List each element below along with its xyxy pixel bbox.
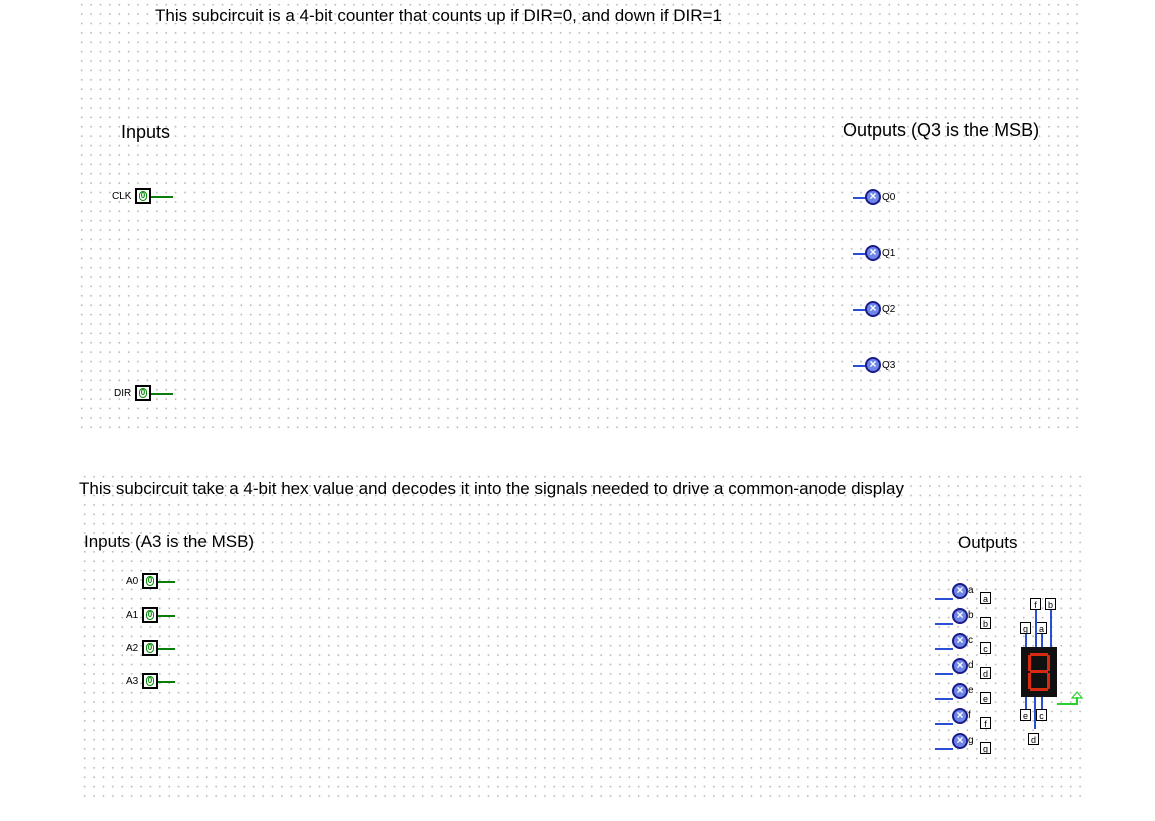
wire-seg-g [935, 748, 953, 750]
output-pin-d[interactable] [952, 658, 968, 674]
wire-seg-b [935, 623, 953, 625]
decoder-inputs-heading: Inputs (A3 is the MSB) [84, 532, 255, 551]
display-tunnel-f: f [1030, 598, 1041, 610]
pin-value: 0 [147, 576, 153, 585]
pin-value: 0 [147, 676, 153, 685]
pin-label-b: b [968, 610, 974, 621]
tunnel-e: e [980, 692, 991, 704]
wire-display-g [1025, 634, 1027, 648]
output-pin-e[interactable] [952, 683, 968, 699]
display-segment-g [1030, 670, 1048, 673]
input-pin-a3[interactable] [142, 673, 158, 689]
pin-label-q0: Q0 [882, 192, 896, 203]
display-tunnel-g: g [1020, 622, 1031, 634]
display-tunnel-c: c [1036, 709, 1047, 721]
pin-label-a: a [968, 585, 974, 596]
pin-label-e: e [968, 685, 974, 696]
pin-label-a3: A3 [126, 676, 139, 687]
pin-label-a0: A0 [126, 576, 139, 587]
tunnel-b: b [980, 617, 991, 629]
output-pin-b[interactable] [952, 608, 968, 624]
wire-display-c [1041, 697, 1043, 709]
power-wire [1057, 703, 1077, 705]
wire-seg-f [935, 723, 953, 725]
pin-label-q3: Q3 [882, 360, 896, 371]
display-segment-d [1030, 688, 1048, 691]
output-pin-c[interactable] [952, 633, 968, 649]
wire-seg-c [935, 648, 953, 650]
display-segment-b [1047, 655, 1050, 671]
pin-label-c: c [968, 635, 973, 646]
input-pin-a2[interactable] [142, 640, 158, 656]
wire-a3 [158, 681, 175, 683]
decoder-description: This subcircuit take a 4-bit hex value and decodes it into the signals needed to drive a common-anode display [79, 479, 904, 498]
pin-label-clk: CLK [112, 191, 132, 202]
seven-segment-display-icon [1021, 647, 1057, 697]
tunnel-g: g [980, 742, 991, 754]
display-segment-a [1030, 653, 1048, 656]
display-tunnel-e: e [1020, 709, 1031, 721]
output-pin-q0[interactable] [865, 189, 881, 205]
output-pin-f[interactable] [952, 708, 968, 724]
counter-inputs-heading: Inputs [121, 122, 171, 142]
wire-display-b [1050, 610, 1052, 648]
pin-label-g: g [968, 735, 974, 746]
pin-value: 0 [140, 191, 146, 200]
output-pin-g[interactable] [952, 733, 968, 749]
pin-label-a1: A1 [126, 610, 139, 621]
wire-a2 [158, 648, 175, 650]
counter-outputs-heading: Outputs (Q3 is the MSB) [843, 120, 1040, 140]
wire-display-a [1041, 634, 1043, 648]
display-tunnel-d: d [1028, 733, 1039, 745]
display-segment-e [1028, 673, 1031, 689]
wire-a0 [158, 581, 175, 583]
pin-label-q1: Q1 [882, 248, 896, 259]
counter-canvas[interactable] [77, 0, 1085, 432]
pin-value: 0 [147, 643, 153, 652]
pin-label-dir: DIR [114, 388, 132, 399]
input-pin-a0[interactable] [142, 573, 158, 589]
wire-display-e [1025, 697, 1027, 709]
tunnel-a: a [980, 592, 991, 604]
pin-label-a2: A2 [126, 643, 139, 654]
wire-seg-a [935, 598, 953, 600]
output-pin-q2[interactable] [865, 301, 881, 317]
wire-display-f [1035, 610, 1037, 648]
wire-seg-d [935, 673, 953, 675]
power-icon [1071, 691, 1083, 699]
pin-label-d: d [968, 660, 974, 671]
pin-value: 0 [140, 388, 146, 397]
wire-seg-e [935, 698, 953, 700]
tunnel-d: d [980, 667, 991, 679]
display-segment-c [1047, 673, 1050, 689]
tunnel-c: c [980, 642, 991, 654]
pin-label-q2: Q2 [882, 304, 896, 315]
pin-label-f: f [968, 710, 971, 721]
display-tunnel-a: a [1036, 622, 1047, 634]
input-pin-dir[interactable] [135, 385, 151, 401]
decoder-canvas[interactable] [80, 472, 1086, 802]
output-pin-a[interactable] [952, 583, 968, 599]
output-pin-q3[interactable] [865, 357, 881, 373]
counter-description: This subcircuit is a 4-bit counter that counts up if DIR=0, and down if DIR=1 [155, 6, 722, 25]
display-tunnel-b: b [1045, 598, 1056, 610]
output-pin-q1[interactable] [865, 245, 881, 261]
wire-dir [151, 393, 173, 395]
input-pin-a1[interactable] [142, 607, 158, 623]
decoder-outputs-heading: Outputs [958, 533, 1018, 552]
tunnel-f: f [980, 717, 991, 729]
input-pin-clk[interactable] [135, 188, 151, 204]
display-segment-f [1028, 655, 1031, 671]
wire-clk [151, 196, 173, 198]
pin-value: 0 [147, 610, 153, 619]
wire-a1 [158, 615, 175, 617]
